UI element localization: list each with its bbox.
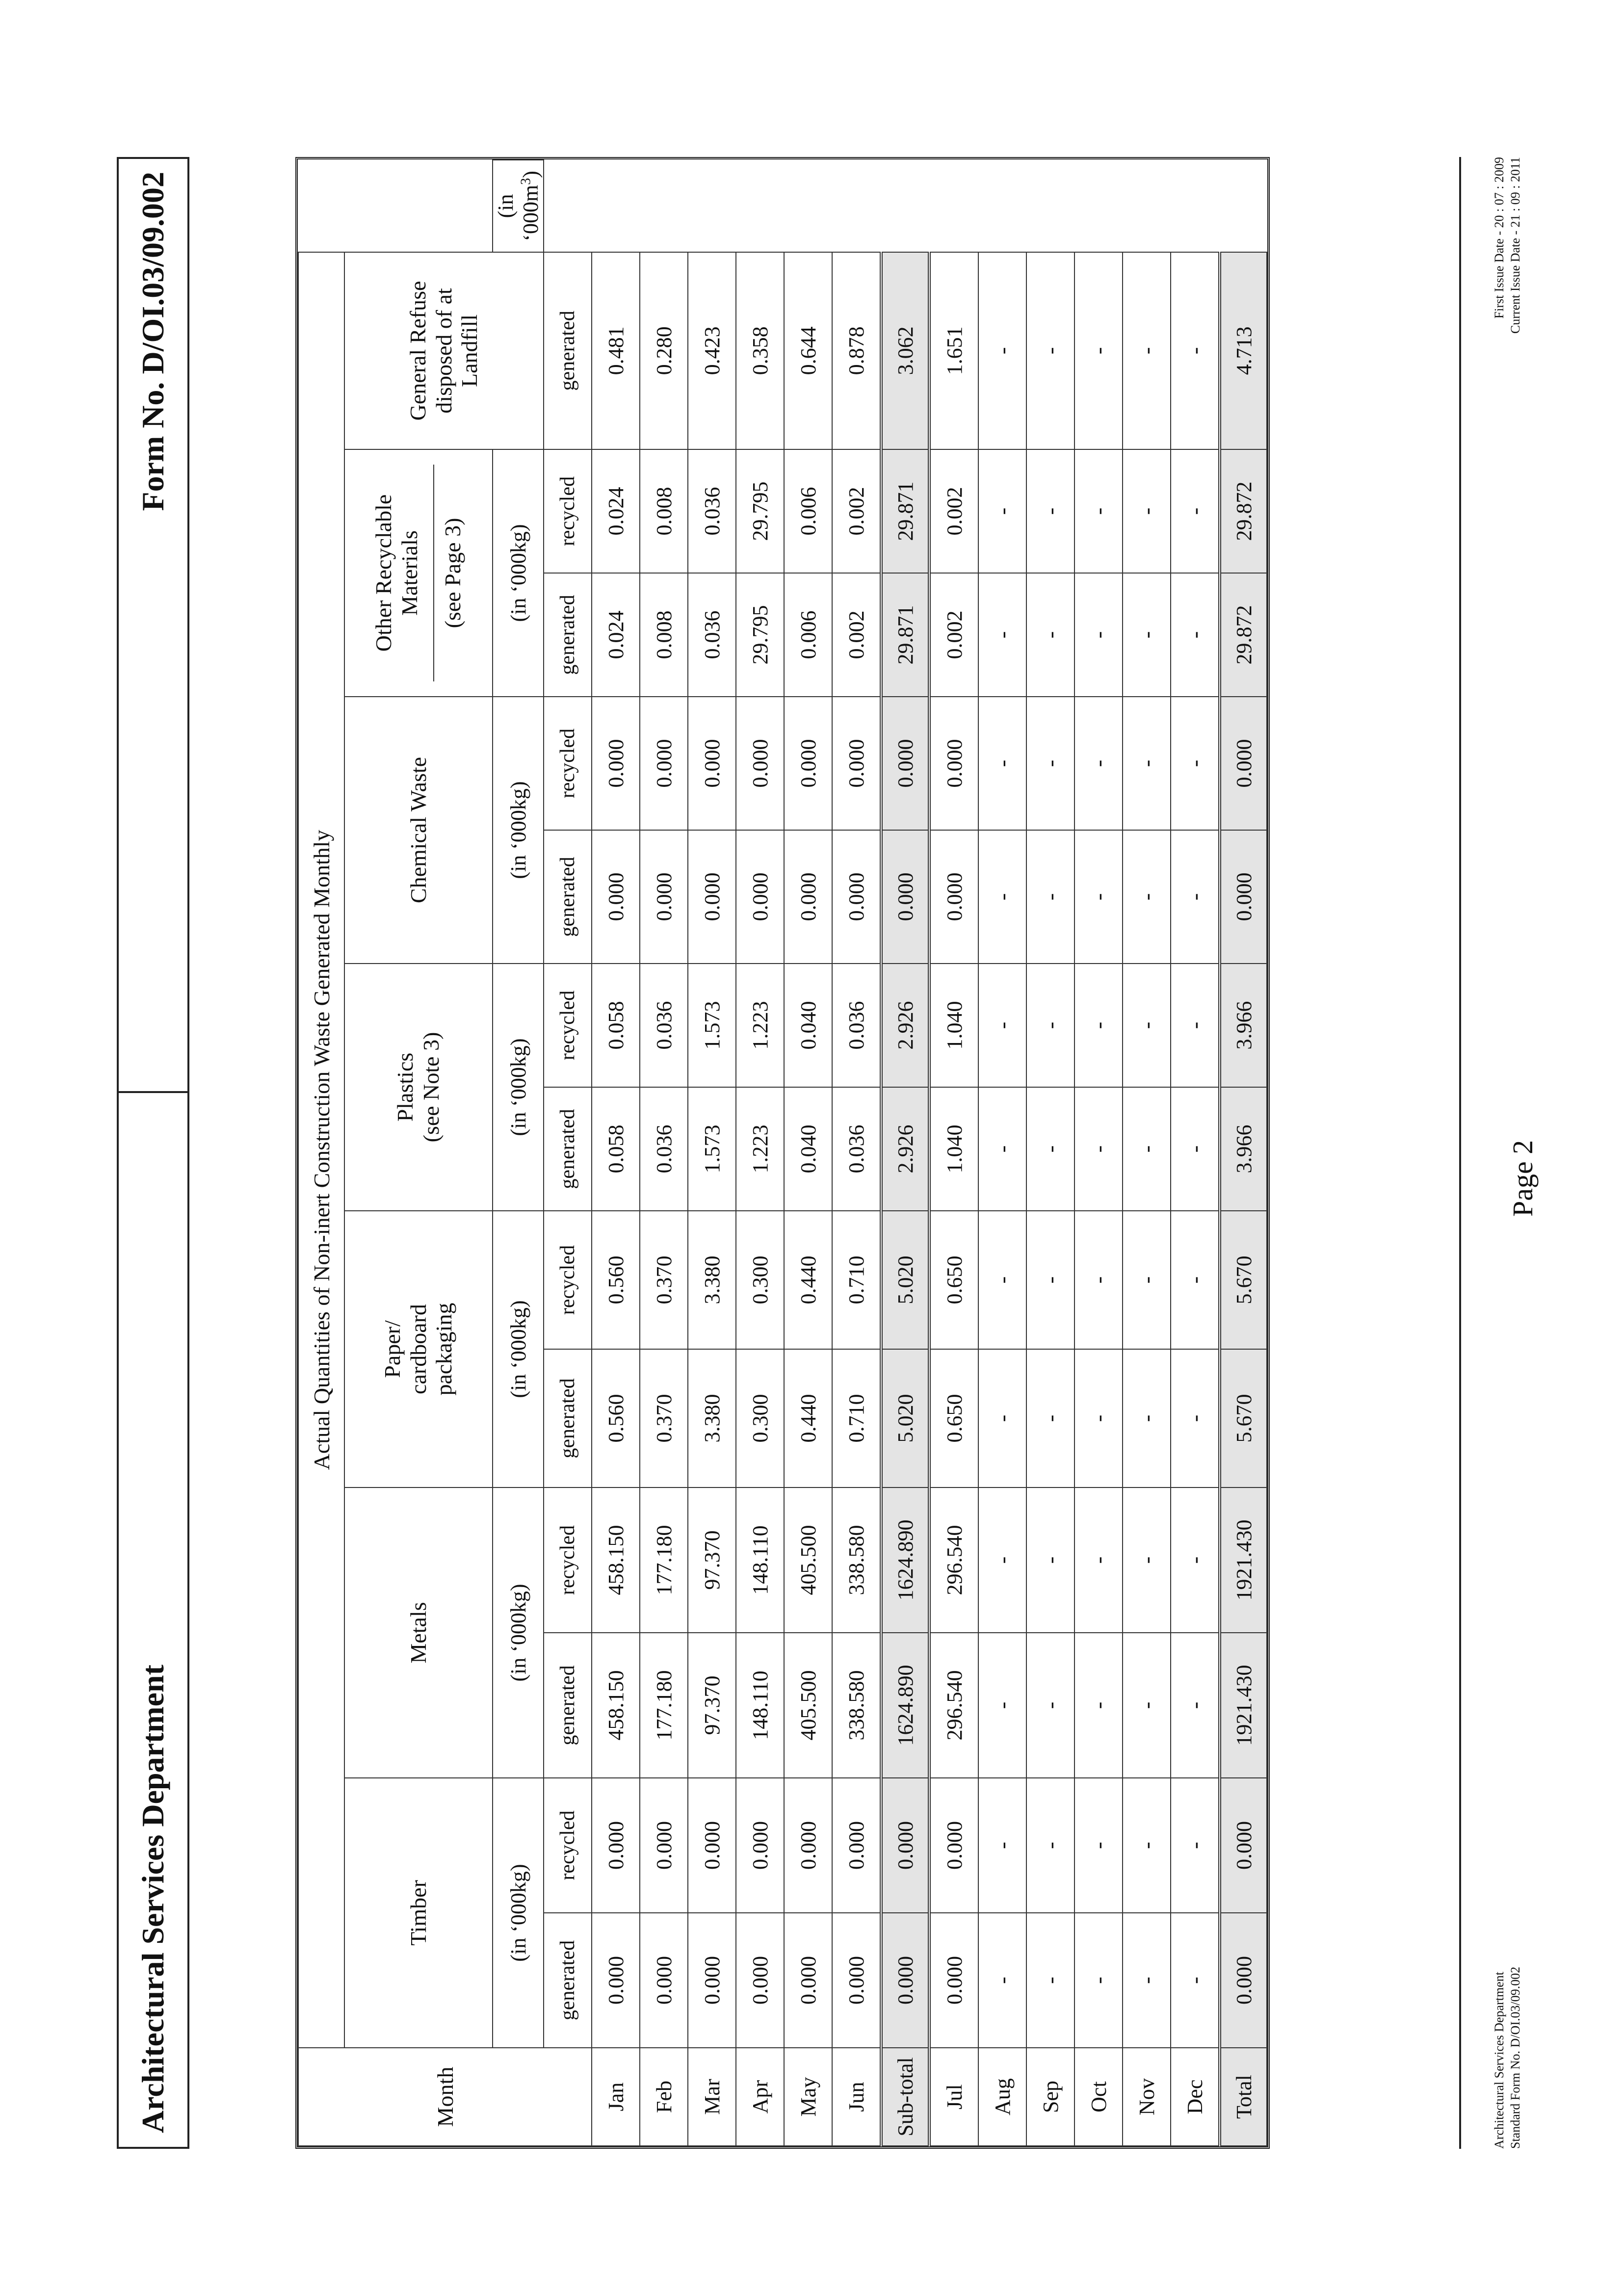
value-cell: 0.000 xyxy=(688,697,736,830)
value-cell: 0.710 xyxy=(832,1349,881,1487)
value-cell: 3.966 xyxy=(1220,964,1267,1087)
value-cell: - xyxy=(1171,1087,1220,1211)
general-refuse-unit-close: ) xyxy=(519,171,543,178)
value-cell: 0.000 xyxy=(688,830,736,964)
value-cell: 0.000 xyxy=(832,697,881,830)
value-cell: 29.795 xyxy=(736,573,784,697)
month-cell: Mar xyxy=(688,2048,736,2146)
waste-quantities-table xyxy=(298,159,1267,2146)
value-cell: - xyxy=(978,1211,1026,1349)
value-cell: 0.000 xyxy=(784,1913,832,2048)
value-cell: 0.000 xyxy=(881,1913,929,2048)
value-cell: 0.000 xyxy=(784,1778,832,1913)
value-cell: 1921.430 xyxy=(1220,1633,1267,1778)
value-cell: 1624.890 xyxy=(881,1633,929,1778)
month-cell: Jan xyxy=(592,2048,640,2146)
department-name: Architectural Services Department xyxy=(119,1091,187,2147)
value-cell: - xyxy=(1171,1211,1220,1349)
chemical-unit: (in ‘000kg) xyxy=(493,697,544,964)
plastics-recycled-header: recycled xyxy=(544,964,592,1087)
month-cell: Aug xyxy=(978,2048,1026,2146)
value-cell: - xyxy=(1074,697,1123,830)
table-row xyxy=(832,160,881,2146)
value-cell: 0.000 xyxy=(736,830,784,964)
value-cell: 1.651 xyxy=(929,252,978,449)
value-cell: - xyxy=(978,252,1026,449)
plastics-header xyxy=(344,964,493,1211)
value-cell: 1921.430 xyxy=(1220,1487,1267,1633)
value-cell: 338.580 xyxy=(832,1487,881,1633)
value-cell: 405.500 xyxy=(784,1633,832,1778)
value-cell: - xyxy=(978,1633,1026,1778)
value-cell: 0.000 xyxy=(929,830,978,964)
value-cell: 29.872 xyxy=(1220,449,1267,573)
value-cell: 0.481 xyxy=(592,252,640,449)
value-cell: - xyxy=(1026,1778,1074,1913)
value-cell: 0.036 xyxy=(688,449,736,573)
month-cell: Jul xyxy=(929,2048,978,2146)
value-cell: - xyxy=(1123,573,1171,697)
footer-form-number: Standard Form No. D/OI.03/09.002 xyxy=(1508,1966,1522,2149)
value-cell: 0.002 xyxy=(929,449,978,573)
footer-divider xyxy=(1459,157,1461,2149)
value-cell: - xyxy=(978,1349,1026,1487)
value-cell: 0.000 xyxy=(881,697,929,830)
value-cell: 5.670 xyxy=(1220,1211,1267,1349)
value-cell: 0.008 xyxy=(640,573,688,697)
value-cell: 0.000 xyxy=(929,1778,978,1913)
value-cell: - xyxy=(1026,697,1074,830)
value-cell: 0.000 xyxy=(640,697,688,830)
other-recyclable-label: Other Recyclable Materials xyxy=(370,494,422,652)
value-cell: 0.370 xyxy=(640,1349,688,1487)
value-cell: - xyxy=(1123,1487,1171,1633)
value-cell: - xyxy=(1171,1487,1220,1633)
month-cell: Sub-total xyxy=(881,2048,929,2146)
plastics-header-note: (see Note 3) xyxy=(419,1032,444,1143)
table-title: Actual Quantities of Non-inert Construction Waste Generated Monthly xyxy=(298,252,344,2048)
paper-header-label: Paper/ cardboard packaging xyxy=(379,1303,457,1396)
value-cell: - xyxy=(1074,830,1123,964)
value-cell: 0.000 xyxy=(881,830,929,964)
value-cell: 0.000 xyxy=(736,697,784,830)
value-cell: - xyxy=(1171,1633,1220,1778)
value-cell: - xyxy=(978,1778,1026,1913)
table-row xyxy=(1123,160,1171,2146)
value-cell: 0.000 xyxy=(736,1778,784,1913)
value-cell: 0.000 xyxy=(929,697,978,830)
subtotal-row xyxy=(881,160,929,2146)
value-cell: 4.713 xyxy=(1220,252,1267,449)
table-row xyxy=(592,160,640,2146)
other-recyclable-note: (see Page 3) xyxy=(433,465,466,681)
other-recyclable-unit: (in ‘000kg) xyxy=(493,449,544,697)
value-cell: 338.580 xyxy=(832,1633,881,1778)
value-cell: 1.040 xyxy=(929,964,978,1087)
footer-left xyxy=(1492,1967,1523,2149)
value-cell: 2.926 xyxy=(881,964,929,1087)
timber-header: Timber xyxy=(344,1778,493,2048)
value-cell: 3.966 xyxy=(1220,1087,1267,1211)
value-cell: 0.644 xyxy=(784,252,832,449)
value-cell: 97.370 xyxy=(688,1487,736,1633)
value-cell: - xyxy=(1123,1778,1171,1913)
value-cell: 0.002 xyxy=(832,449,881,573)
value-cell: 148.110 xyxy=(736,1633,784,1778)
value-cell: - xyxy=(1026,830,1074,964)
value-cell: 1.040 xyxy=(929,1087,978,1211)
table-row xyxy=(978,160,1026,2146)
value-cell: 5.020 xyxy=(881,1349,929,1487)
value-cell: 0.000 xyxy=(1220,697,1267,830)
page-number: Page 2 xyxy=(1507,1140,1539,1217)
value-cell: 0.440 xyxy=(784,1349,832,1487)
value-cell: - xyxy=(1123,830,1171,964)
timber-generated-header: generated xyxy=(544,1913,592,2048)
value-cell: - xyxy=(1074,1087,1123,1211)
table-row xyxy=(784,160,832,2146)
value-cell: - xyxy=(1074,1487,1123,1633)
footer-first-issue-date: First Issue Date - 20 : 07 : 2009 xyxy=(1492,157,1506,319)
value-cell: 296.540 xyxy=(929,1633,978,1778)
value-cell: - xyxy=(978,697,1026,830)
metals-header: Metals xyxy=(344,1487,493,1778)
value-cell: 0.000 xyxy=(784,697,832,830)
month-cell: Jun xyxy=(832,2048,881,2146)
value-cell: 0.000 xyxy=(1220,830,1267,964)
value-cell: 0.300 xyxy=(736,1211,784,1349)
value-cell: 0.650 xyxy=(929,1211,978,1349)
value-cell: 0.000 xyxy=(592,697,640,830)
value-cell: 0.000 xyxy=(688,1778,736,1913)
value-cell: - xyxy=(1074,1913,1123,2048)
month-column-header: Month xyxy=(298,2048,592,2146)
value-cell: 0.000 xyxy=(929,1913,978,2048)
value-cell: 177.180 xyxy=(640,1487,688,1633)
plastics-generated-header: generated xyxy=(544,1087,592,1211)
value-cell: 3.380 xyxy=(688,1349,736,1487)
value-cell: - xyxy=(1171,573,1220,697)
value-cell: - xyxy=(1123,252,1171,449)
value-cell: 0.002 xyxy=(832,573,881,697)
month-cell: Oct xyxy=(1074,2048,1123,2146)
value-cell: 0.024 xyxy=(592,573,640,697)
value-cell: - xyxy=(1026,964,1074,1087)
value-cell: - xyxy=(1123,1913,1171,2048)
waste-table xyxy=(295,157,1270,2149)
value-cell: - xyxy=(1123,1087,1171,1211)
other-generated-header: generated xyxy=(544,573,592,697)
value-cell: - xyxy=(1123,1633,1171,1778)
value-cell: - xyxy=(978,1087,1026,1211)
month-cell: Nov xyxy=(1123,2048,1171,2146)
value-cell: - xyxy=(1026,1211,1074,1349)
total-row xyxy=(1220,160,1267,2146)
general-refuse-unit-superscript: 3 xyxy=(518,178,534,185)
paper-recycled-header: recycled xyxy=(544,1211,592,1349)
value-cell: 405.500 xyxy=(784,1487,832,1633)
value-cell: - xyxy=(1171,1349,1220,1487)
metals-recycled-header: recycled xyxy=(544,1487,592,1633)
value-cell: 0.036 xyxy=(640,1087,688,1211)
value-cell: 0.000 xyxy=(640,1913,688,2048)
value-cell: 0.036 xyxy=(832,964,881,1087)
refuse-generated-header: generated xyxy=(544,252,592,449)
paper-unit: (in ‘000kg) xyxy=(493,1211,544,1487)
value-cell: - xyxy=(1171,449,1220,573)
value-cell: - xyxy=(1074,1633,1123,1778)
value-cell: 0.006 xyxy=(784,449,832,573)
value-cell: 0.008 xyxy=(640,449,688,573)
value-cell: 0.058 xyxy=(592,964,640,1087)
value-cell: - xyxy=(1026,573,1074,697)
month-cell: Apr xyxy=(736,2048,784,2146)
value-cell: 0.358 xyxy=(736,252,784,449)
general-refuse-label: General Refuse disposed of at Landfill xyxy=(405,281,482,421)
value-cell: - xyxy=(1074,1778,1123,1913)
value-cell: 458.150 xyxy=(592,1487,640,1633)
value-cell: - xyxy=(1123,697,1171,830)
value-cell: 0.000 xyxy=(592,1913,640,2048)
value-cell: 97.370 xyxy=(688,1633,736,1778)
value-cell: - xyxy=(1074,1349,1123,1487)
value-cell: 1.223 xyxy=(736,1087,784,1211)
value-cell: - xyxy=(978,573,1026,697)
value-cell: - xyxy=(1123,1349,1171,1487)
month-cell: Feb xyxy=(640,2048,688,2146)
table-row xyxy=(1026,160,1074,2146)
value-cell: 1.223 xyxy=(736,964,784,1087)
table-row xyxy=(640,160,688,2146)
value-cell: 0.000 xyxy=(640,1778,688,1913)
value-cell: 0.002 xyxy=(929,573,978,697)
value-cell: - xyxy=(1123,449,1171,573)
value-cell: 1624.890 xyxy=(881,1487,929,1633)
value-cell: 29.795 xyxy=(736,449,784,573)
table-row xyxy=(1171,160,1220,2146)
metals-generated-header: generated xyxy=(544,1633,592,1778)
value-cell: - xyxy=(1123,1211,1171,1349)
value-cell: 0.000 xyxy=(688,1913,736,2048)
table-body xyxy=(592,160,1267,2146)
value-cell: - xyxy=(1171,697,1220,830)
value-cell: - xyxy=(1074,964,1123,1087)
other-recycled-header: recycled xyxy=(544,449,592,573)
value-cell: 0.000 xyxy=(736,1913,784,2048)
value-cell: 29.871 xyxy=(881,573,929,697)
value-cell: 0.000 xyxy=(592,830,640,964)
table-row xyxy=(929,160,978,2146)
value-cell: 0.040 xyxy=(784,964,832,1087)
value-cell: 0.000 xyxy=(832,1913,881,2048)
month-cell: Dec xyxy=(1171,2048,1220,2146)
value-cell: 0.423 xyxy=(688,252,736,449)
value-cell: - xyxy=(1171,830,1220,964)
value-cell: - xyxy=(1171,1778,1220,1913)
value-cell: - xyxy=(978,964,1026,1087)
value-cell: 1.573 xyxy=(688,1087,736,1211)
value-cell: - xyxy=(1171,964,1220,1087)
value-cell: 0.560 xyxy=(592,1349,640,1487)
value-cell: 148.110 xyxy=(736,1487,784,1633)
timber-unit: (in ‘000kg) xyxy=(493,1778,544,2048)
paper-header xyxy=(344,1211,493,1487)
value-cell: 0.370 xyxy=(640,1211,688,1349)
value-cell: - xyxy=(1123,964,1171,1087)
value-cell: 0.036 xyxy=(832,1087,881,1211)
value-cell: - xyxy=(1026,1633,1074,1778)
metals-unit: (in ‘000kg) xyxy=(493,1487,544,1778)
value-cell: 0.006 xyxy=(784,573,832,697)
general-refuse-header xyxy=(344,252,544,449)
footer-current-issue-date: Current Issue Date - 21 : 09 : 2011 xyxy=(1508,157,1522,334)
value-cell: 29.871 xyxy=(881,449,929,573)
value-cell: - xyxy=(978,1487,1026,1633)
month-cell: Sep xyxy=(1026,2048,1074,2146)
value-cell: 3.062 xyxy=(881,252,929,449)
value-cell: 0.024 xyxy=(592,449,640,573)
value-cell: - xyxy=(978,1913,1026,2048)
value-cell: - xyxy=(1026,449,1074,573)
value-cell: 0.878 xyxy=(832,252,881,449)
chemical-header: Chemical Waste xyxy=(344,697,493,964)
value-cell: 0.000 xyxy=(784,830,832,964)
value-cell: 0.000 xyxy=(881,1778,929,1913)
chemical-generated-header: generated xyxy=(544,830,592,964)
value-cell: - xyxy=(978,449,1026,573)
value-cell: 0.000 xyxy=(640,830,688,964)
value-cell: 0.040 xyxy=(784,1087,832,1211)
value-cell: 5.020 xyxy=(881,1211,929,1349)
value-cell: 177.180 xyxy=(640,1633,688,1778)
value-cell: 1.573 xyxy=(688,964,736,1087)
value-cell: 3.380 xyxy=(688,1211,736,1349)
value-cell: - xyxy=(1074,1211,1123,1349)
value-cell: 0.300 xyxy=(736,1349,784,1487)
other-recyclable-header xyxy=(344,449,493,697)
table-row xyxy=(736,160,784,2146)
table-row xyxy=(1074,160,1123,2146)
table-row xyxy=(688,160,736,2146)
value-cell: 0.036 xyxy=(640,964,688,1087)
value-cell: 5.670 xyxy=(1220,1349,1267,1487)
value-cell: 0.000 xyxy=(1220,1913,1267,2048)
value-cell: 0.000 xyxy=(832,1778,881,1913)
footer-right xyxy=(1492,157,1523,334)
value-cell: 0.000 xyxy=(592,1778,640,1913)
value-cell: 2.926 xyxy=(881,1087,929,1211)
value-cell: - xyxy=(1074,573,1123,697)
value-cell: 0.440 xyxy=(784,1211,832,1349)
chemical-recycled-header: recycled xyxy=(544,697,592,830)
value-cell: 0.560 xyxy=(592,1211,640,1349)
value-cell: - xyxy=(1074,449,1123,573)
general-refuse-unit xyxy=(493,160,544,252)
value-cell: - xyxy=(1026,1349,1074,1487)
value-cell: 0.280 xyxy=(640,252,688,449)
value-cell: - xyxy=(1074,252,1123,449)
form-header xyxy=(117,157,189,2149)
timber-recycled-header: recycled xyxy=(544,1778,592,1913)
plastics-header-label: Plastics xyxy=(393,1052,418,1122)
paper-generated-header: generated xyxy=(544,1349,592,1487)
value-cell: 296.540 xyxy=(929,1487,978,1633)
value-cell: 0.058 xyxy=(592,1087,640,1211)
value-cell: 0.000 xyxy=(1220,1778,1267,1913)
value-cell: - xyxy=(1171,1913,1220,2048)
value-cell: 29.872 xyxy=(1220,573,1267,697)
value-cell: - xyxy=(1026,1487,1074,1633)
form-number: Form No. D/OI.03/09.002 xyxy=(135,172,170,511)
value-cell: 0.650 xyxy=(929,1349,978,1487)
value-cell: 0.710 xyxy=(832,1211,881,1349)
value-cell: 0.000 xyxy=(832,830,881,964)
value-cell: - xyxy=(978,830,1026,964)
month-cell: Total xyxy=(1220,2048,1267,2146)
month-cell: May xyxy=(784,2048,832,2146)
value-cell: - xyxy=(1171,252,1220,449)
value-cell: - xyxy=(1026,252,1074,449)
value-cell: - xyxy=(1026,1087,1074,1211)
general-refuse-unit-text: (in ‘000m xyxy=(494,184,543,241)
plastics-unit: (in ‘000kg) xyxy=(493,964,544,1211)
footer-department: Architectural Services Department xyxy=(1492,1972,1506,2149)
value-cell: 0.036 xyxy=(688,573,736,697)
value-cell: - xyxy=(1026,1913,1074,2048)
value-cell: 458.150 xyxy=(592,1633,640,1778)
